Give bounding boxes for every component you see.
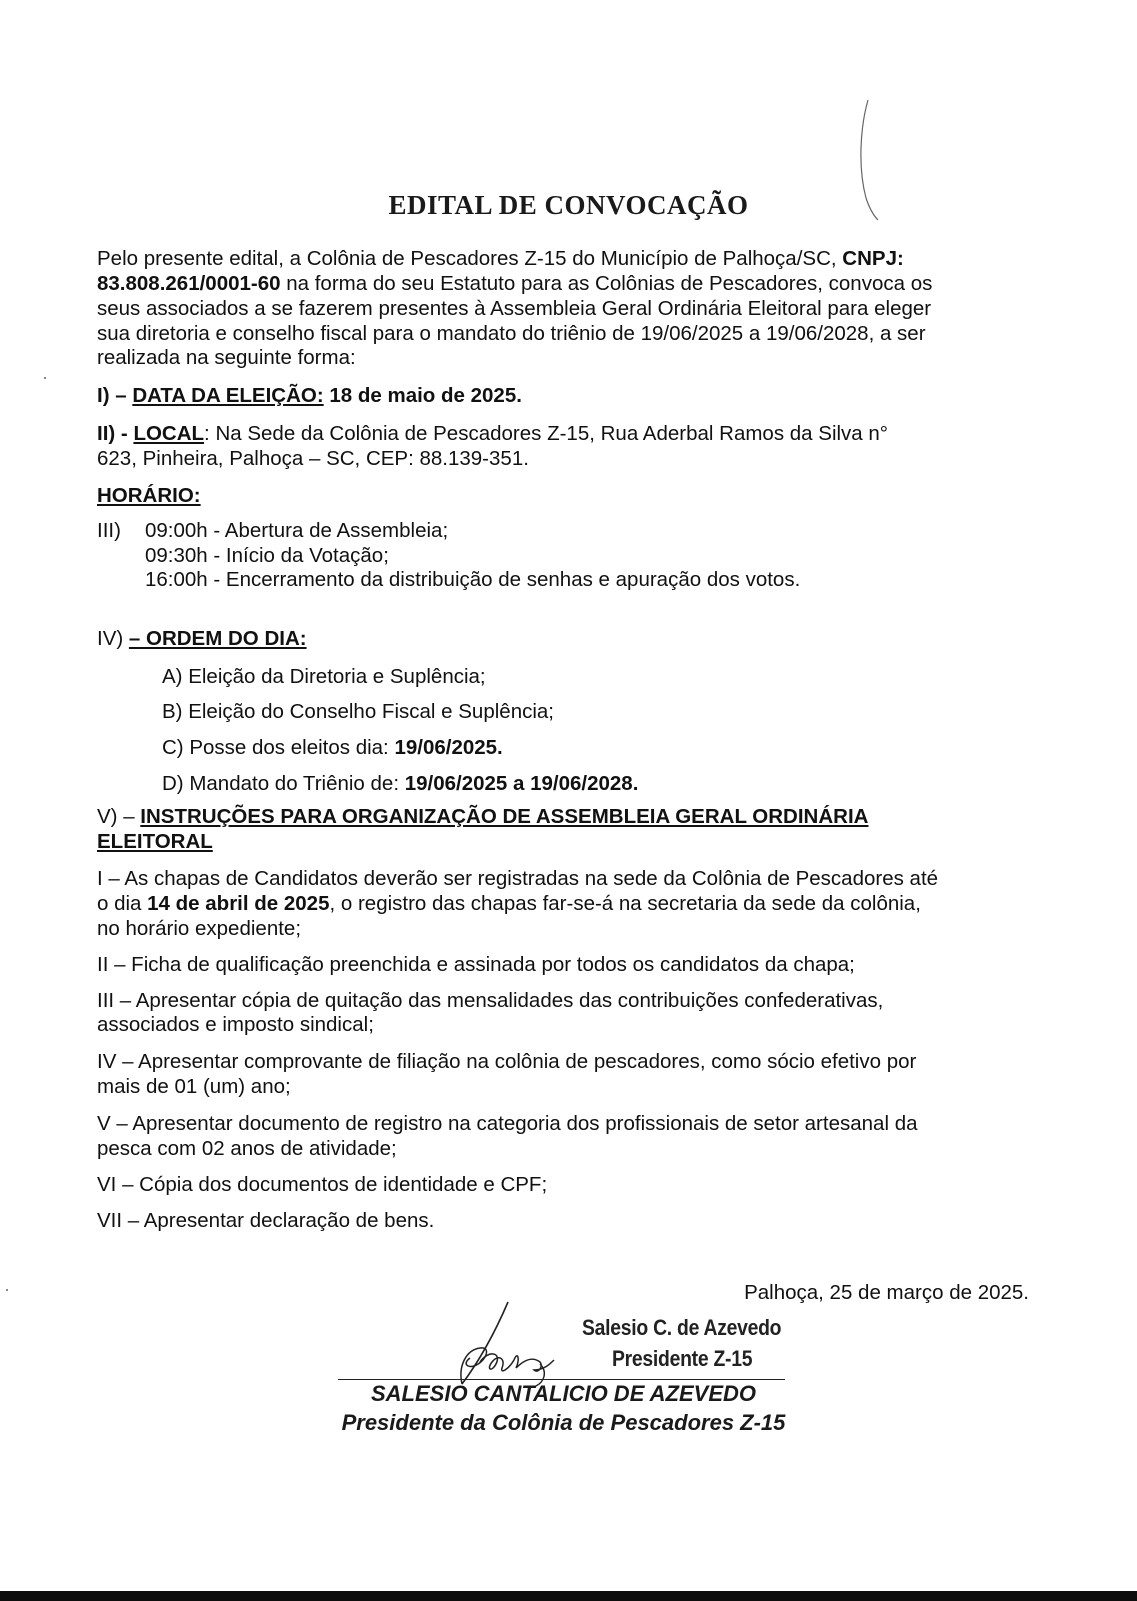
location-label: LOCAL	[133, 422, 205, 445]
election-date-item	[97, 384, 1029, 408]
agenda-item-d	[162, 772, 638, 796]
agenda-heading	[97, 627, 307, 651]
agenda-item-c-date: 19/06/2025.	[394, 736, 503, 759]
intro-line-1	[97, 247, 1029, 271]
election-date-label: DATA DA ELEIÇÃO:	[132, 384, 324, 407]
agenda-item-c	[162, 736, 503, 760]
agenda-item-d-dates: 19/06/2025 a 19/06/2028.	[404, 772, 639, 795]
agenda-item-b: B) Eleição do Conselho Fiscal e Suplência;	[162, 700, 554, 723]
stamp-name: Salesio C. de Azevedo	[582, 1315, 782, 1340]
instruction-iii-line-2: associados e imposto sindical;	[97, 1013, 374, 1036]
agenda-item-c-text: C) Posse dos eleitos dia:	[162, 736, 395, 759]
agenda-label: – ORDEM DO DIA:	[128, 627, 307, 650]
signatory-role-text: Presidente da Colônia de Pescadores Z-15	[341, 1410, 786, 1435]
cnpj-label: CNPJ:	[842, 247, 904, 270]
instruction-vii: VII – Apresentar declaração de bens.	[97, 1209, 435, 1232]
item-prefix: V) –	[97, 805, 141, 828]
signatory-name	[0, 1382, 1137, 1406]
registration-deadline: 14 de abril de 2025	[147, 892, 330, 915]
signatory-role	[0, 1411, 1137, 1435]
instruction-iii-line-1: III – Apresentar cópia de quitação das mensalidades das contribuições confederativas,	[97, 989, 884, 1012]
cnpj-number: 83.808.261/0001-60	[97, 272, 281, 295]
intro-line-2	[97, 272, 1029, 296]
instruction-text: o dia	[97, 892, 148, 915]
instruction-v-line-1: V – Apresentar documento de registro na categoria dos profissionais de setor artesanal da	[97, 1112, 918, 1135]
stamp-role: Presidente Z-15	[612, 1346, 753, 1371]
instruction-v-line-2: pesca com 02 anos de atividade;	[97, 1137, 397, 1160]
handwritten-signature	[440, 1300, 580, 1390]
signature-line	[338, 1379, 785, 1380]
instruction-vi: VI – Cópia dos documentos de identidade e CPF;	[97, 1173, 548, 1196]
instruction-text: , o registro das chapas far-se-á na secretaria da sede da colônia,	[329, 892, 921, 915]
intro-text: Pelo presente edital, a Colônia de Pescadores Z-15 do Município de Palhoça/SC,	[97, 247, 843, 270]
schedule-heading	[97, 484, 1029, 508]
schedule-line-3: 16:00h - Encerramento da distribuição de senhas e apuração dos votos.	[145, 568, 801, 591]
instruction-ii: II – Ficha de qualificação preenchida e assinada por todos os candidatos da chapa;	[97, 953, 855, 976]
intro-line-3: seus associados a se fazerem presentes à Assembleia Geral Ordinária Eleitoral para eleger	[97, 297, 932, 320]
document-title: EDITAL DE CONVOCAÇÃO	[388, 190, 749, 220]
scan-speck	[6, 1289, 8, 1291]
intro-text: na forma do seu Estatuto para as Colônias de Pescadores, convoca os	[280, 272, 933, 295]
item-prefix: II) -	[97, 422, 134, 445]
agenda-item-d-text: D) Mandato do Triênio de:	[162, 772, 405, 795]
signatory-name-text: SALESIO CANTALICIO DE AZEVEDO	[370, 1381, 757, 1406]
date-place: Palhoça, 25 de março de 2025.	[744, 1281, 1029, 1304]
schedule-roman: III)	[97, 519, 121, 542]
instruction-i-line-3: no horário expediente;	[97, 917, 302, 940]
instruction-i-line-1: I – As chapas de Candidatos deverão ser registradas na sede da Colônia de Pescadores até	[97, 867, 939, 890]
scan-speck	[44, 377, 46, 379]
instruction-iv-line-1: IV – Apresentar comprovante de filiação na colônia de pescadores, como sócio efetivo por	[97, 1050, 917, 1073]
schedule-line-2: 09:30h - Início da Votação;	[145, 544, 389, 567]
intro-line-4: sua diretoria e conselho fiscal para o mandato do triênio de 19/06/2025 a 19/06/2028, a ser	[97, 322, 926, 345]
instructions-heading-line-1	[97, 805, 868, 829]
intro-line-5: realizada na seguinte forma:	[97, 346, 356, 369]
instructions-heading-line-2: ELEITORAL	[97, 830, 213, 853]
item-prefix: IV)	[97, 627, 129, 650]
location-address: : Na Sede da Colônia de Pescadores Z-15, Rua Aderbal Ramos da Silva n°	[204, 422, 888, 445]
schedule-line-1: 09:00h - Abertura de Assembleia;	[145, 519, 449, 542]
scan-bottom-border	[0, 1591, 1137, 1601]
agenda-item-a: A) Eleição da Diretoria e Suplência;	[162, 665, 486, 688]
schedule-label: HORÁRIO:	[97, 484, 201, 507]
location-item-line-1	[97, 422, 1029, 446]
item-prefix: I) –	[97, 384, 133, 407]
instructions-label: INSTRUÇÕES PARA ORGANIZAÇÃO DE ASSEMBLEIA GERAL ORDINÁRIA	[140, 805, 869, 828]
election-date-value: 18 de maio de 2025.	[323, 384, 522, 407]
instruction-i-line-2	[97, 892, 1029, 916]
instruction-iv-line-2: mais de 01 (um) ano;	[97, 1075, 291, 1098]
location-item-line-2: 623, Pinheira, Palhoça – SC, CEP: 88.139-351.	[97, 447, 529, 470]
